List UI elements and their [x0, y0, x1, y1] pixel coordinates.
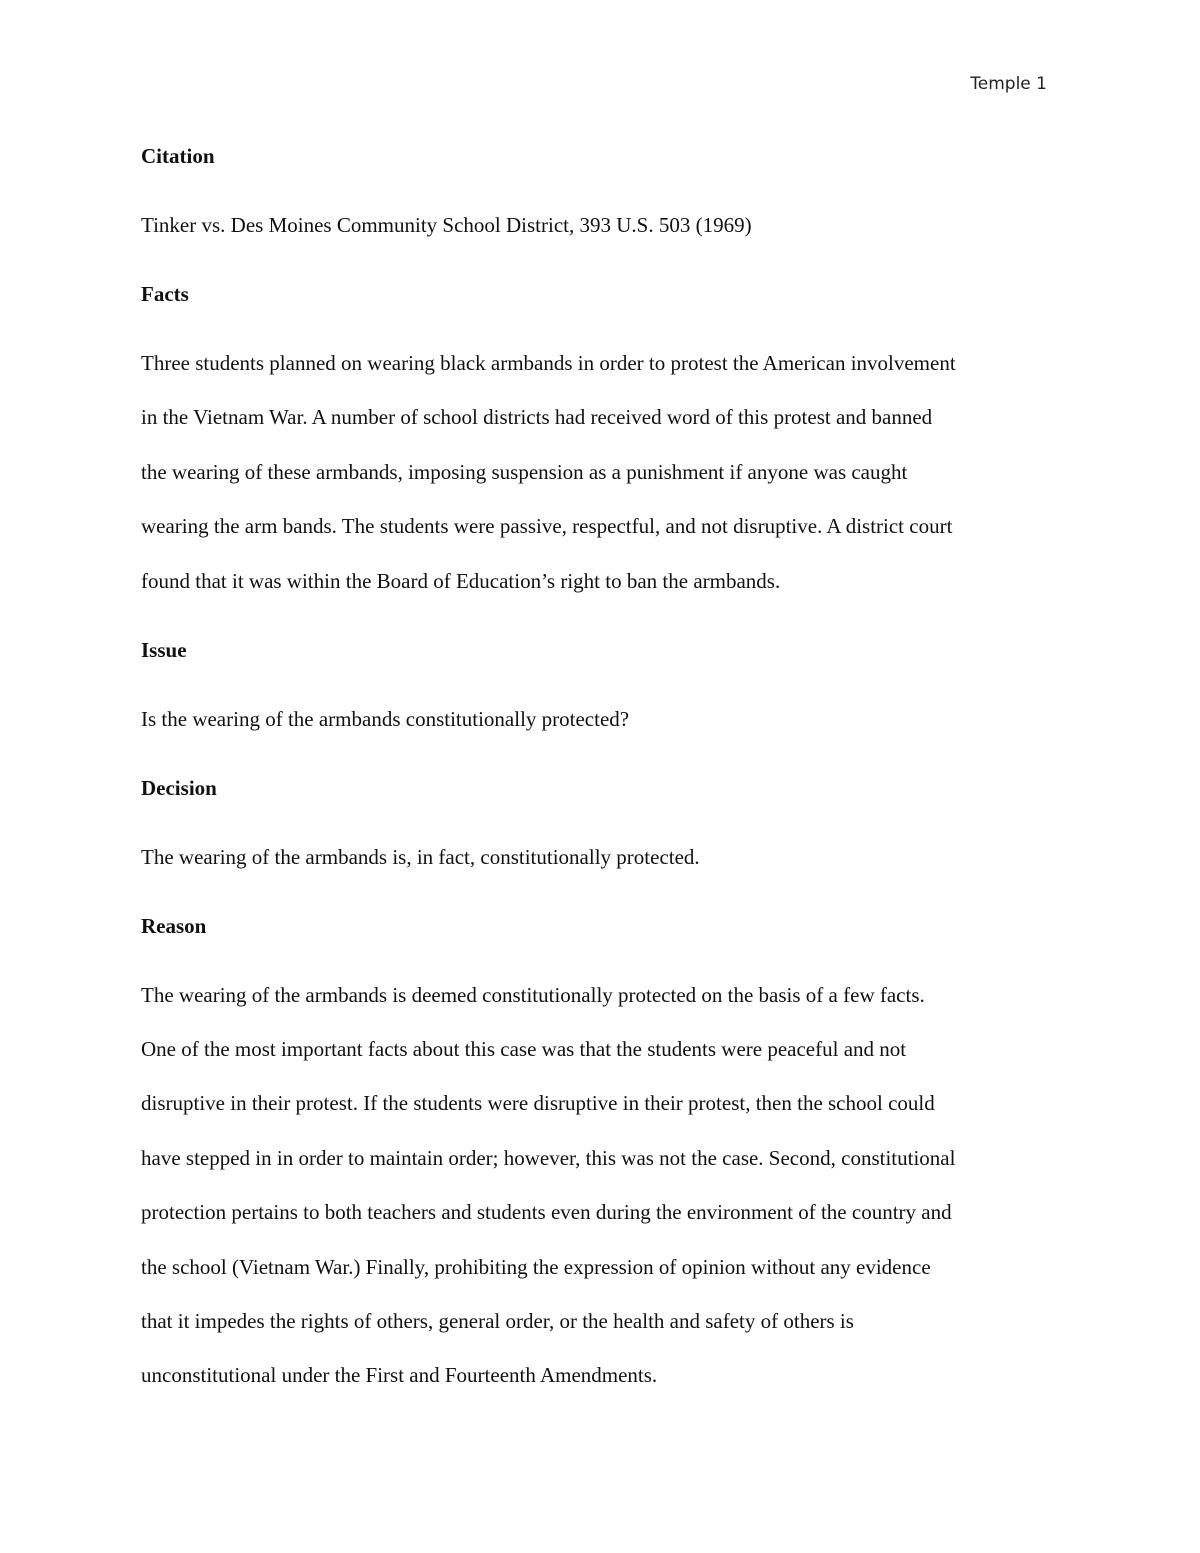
issue-heading: Issue	[141, 637, 187, 662]
citation-text: Tinker vs. Des Moines Community School District, 393 U.S. 503 (1969)	[141, 213, 752, 237]
reason-line: the school (Vietnam War.) Finally, prohibiting the expression of opinion without any evidence	[141, 1254, 931, 1279]
issue-text: Is the wearing of the armbands constitutionally protected?	[141, 706, 630, 731]
reason-line: protection pertains to both teachers and students even during the environment of the country and	[141, 1200, 952, 1225]
decision-text: The wearing of the armbands is, in fact, constitutionally protected.	[141, 844, 700, 869]
citation-heading: Citation	[141, 144, 215, 168]
reason-line: that it impedes the rights of others, general order, or the health and safety of others is	[141, 1308, 854, 1333]
running-head: Temple 1	[970, 74, 1047, 94]
facts-line: in the Vietnam War. A number of school districts had received word of this protest and banned	[141, 405, 933, 430]
reason-line: The wearing of the armbands is deemed constitutionally protected on the basis of a few facts.	[141, 982, 925, 1007]
document-body	[141, 141, 1061, 1415]
facts-line: wearing the arm bands. The students were passive, respectful, and not disruptive. A district court	[141, 514, 953, 539]
reason-line: unconstitutional under the First and Fourteenth Amendments.	[141, 1363, 658, 1388]
reason-line: disruptive in their protest. If the students were disruptive in their protest, then the school could	[141, 1091, 935, 1116]
facts-heading: Facts	[141, 282, 189, 306]
facts-line: found that it was within the Board of Education’s right to ban the armbands.	[141, 568, 781, 593]
facts-paragraph	[141, 348, 1061, 635]
facts-line: Three students planned on wearing black armbands in order to protest the American involvement	[141, 351, 956, 375]
reason-paragraph	[141, 980, 1061, 1415]
facts-line: the wearing of these armbands, imposing suspension as a punishment if anyone was caught	[141, 459, 908, 484]
reason-heading: Reason	[141, 913, 207, 938]
decision-heading: Decision	[141, 775, 217, 800]
reason-line: One of the most important facts about this case was that the students were peaceful and not	[141, 1036, 907, 1061]
reason-line: have stepped in in order to maintain order; however, this was not the case. Second, constitutional	[141, 1145, 956, 1170]
